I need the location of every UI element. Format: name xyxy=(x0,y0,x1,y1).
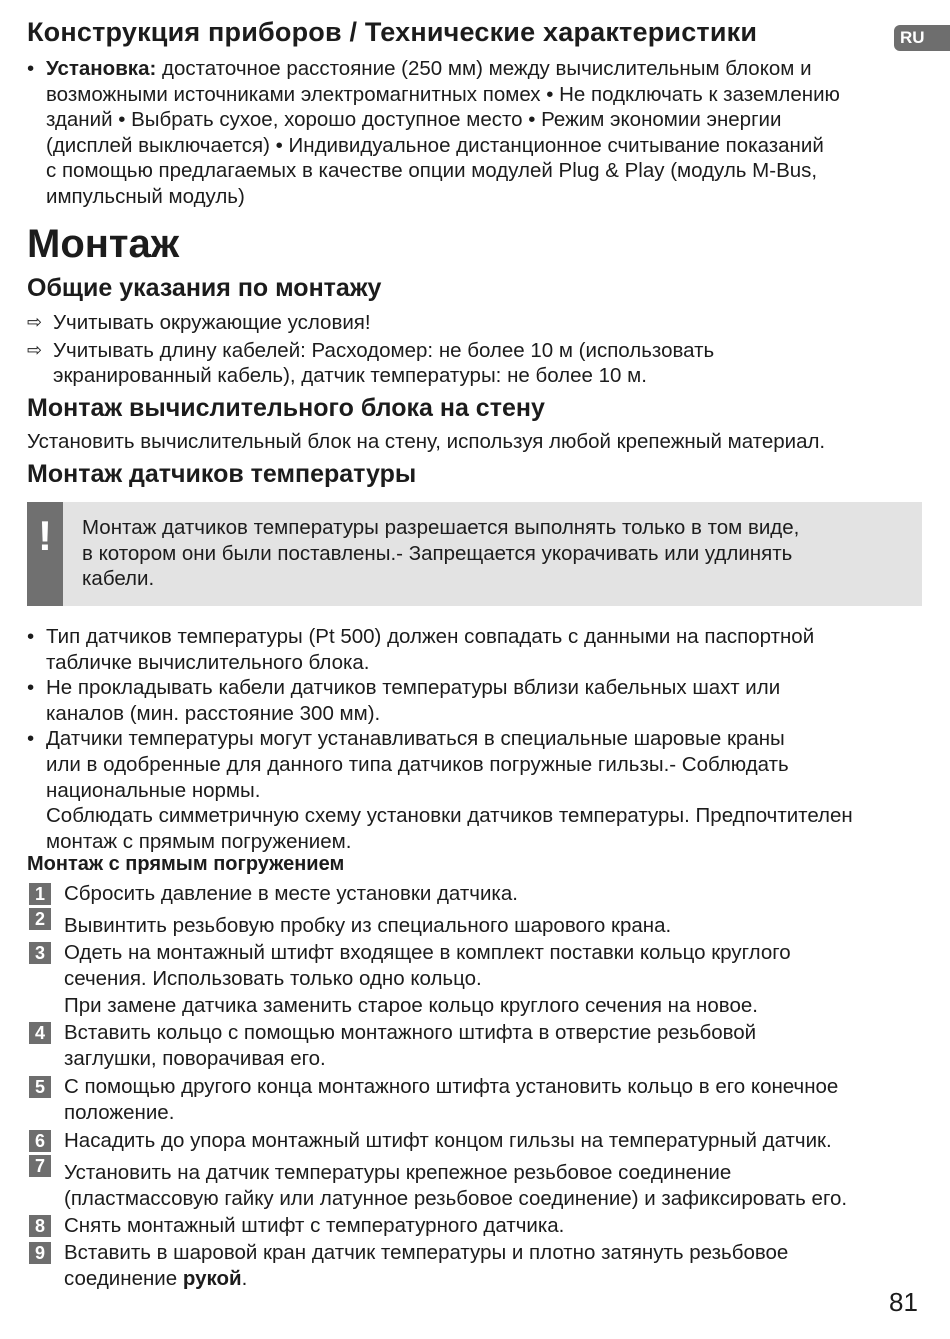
step-number: 7 xyxy=(29,1155,51,1177)
step-number: 6 xyxy=(29,1130,51,1152)
wall-text: Установить вычислительный блок на стену, используя любой крепежный материал. xyxy=(27,430,826,453)
step-item: 5 С помощью другого конца монтажного штифта установить кольцо в его конечное положение. xyxy=(27,1074,924,1125)
warning-text: Монтаж датчиков температуры разрешается выполнять только в том виде, в котором они были поставлены.- Запрещается укорачивать или удлинять кабели. xyxy=(82,516,800,591)
page-title: Конструкция приборов / Технические характеристики xyxy=(27,17,758,47)
section-title: Монтаж xyxy=(27,222,180,266)
installation-line: с помощью предлагаемых в качестве опции модулей Plug & Play (модуль M-Bus, xyxy=(46,159,818,183)
sensors-heading: Монтаж датчиков температуры xyxy=(27,460,417,488)
installation-line: достаточное расстояние (250 мм) между вычислительным блоком и xyxy=(156,57,812,80)
step-number: 4 xyxy=(29,1022,51,1044)
warning-box xyxy=(27,502,922,606)
step-item: 2 Вывинтить резьбовую пробку из специального шарового крана. xyxy=(27,913,924,939)
step-number: 5 xyxy=(29,1076,51,1098)
bullet-dot-icon: • xyxy=(27,57,35,80)
general-heading: Общие указания по монтажу xyxy=(27,274,382,302)
language-badge: RU xyxy=(894,25,950,51)
step-number: 9 xyxy=(29,1242,51,1264)
general-item: ⇨ Учитывать длину кабелей: Расходомер: не более 10 м (использовать экранированный кабель), датчик температуры: не более 10 м. xyxy=(27,338,715,388)
general-item: ⇨ Учитывать окружающие условия! xyxy=(27,311,371,334)
bullet-dot-icon: • xyxy=(27,727,35,751)
list-item: • Не прокладывать кабели датчиков температуры вблизи кабельных шахт или каналов (мин. расстояние 300 мм). xyxy=(27,676,781,725)
step-number: 8 xyxy=(29,1215,51,1237)
step-item: 9 Вставить в шаровой кран датчик температуры и плотно затянуть резьбовое соединение рукой. xyxy=(27,1240,924,1291)
step-item: 8 Снять монтажный штифт с температурного датчика. xyxy=(27,1213,924,1239)
installation-line: импульсный модуль) xyxy=(46,184,245,208)
installation-label: Установка: xyxy=(46,57,157,80)
step9-last-line: соединение рукой. xyxy=(64,1266,248,1290)
arrow-right-icon: ⇨ xyxy=(27,339,43,360)
bullet-dot-icon: • xyxy=(27,625,35,648)
installation-line: (дисплей выключается) • Индивидуальное дистанционное считывание показаний xyxy=(46,133,824,157)
step-item: 6 Насадить до упора монтажный штифт концом гильзы на температурный датчик. xyxy=(27,1128,924,1154)
wall-heading: Монтаж вычислительного блока на стену xyxy=(27,394,545,422)
step-number: 3 xyxy=(29,942,51,964)
bullet-dot-icon: • xyxy=(27,676,35,700)
direct-heading: Монтаж с прямым погружением xyxy=(27,853,345,875)
sensors-bullets xyxy=(27,624,922,854)
list-item: • Датчики температуры могут устанавливаться в специальные шаровые краны или в одобренные для данного типа датчиков погружные гильзы.- Соблюдать национальные нормы. Соблюдать симметричную схему установки датчиков температуры. Предпочтителен монтаж с прямым погружением. xyxy=(27,727,853,853)
step-number: 2 xyxy=(29,908,51,930)
step-item: 1 Сбросить давление в месте установки датчика. xyxy=(27,881,924,907)
installation-bullet xyxy=(27,56,922,210)
installation-line: зданий • Выбрать сухое, хорошо доступное место • Режим экономии энергии xyxy=(46,108,782,132)
step-number: 1 xyxy=(29,883,51,905)
general-list xyxy=(27,310,922,389)
step-item: 3 Одеть на монтажный штифт входящее в комплект поставки кольцо круглого сечения. Использовать только одно кольцо. При замене датчика заменить старое кольцо круглого сечения на новое. xyxy=(27,940,924,1019)
installation-line: возможными источниками электромагнитных помех • Не подключать к заземлению xyxy=(46,82,840,106)
arrow-right-icon: ⇨ xyxy=(27,312,43,332)
step-item: 7 Установить на датчик температуры крепежное резьбовое соединение (пластмассовую гайку или латунное резьбовое соединение) и зафиксировать его. xyxy=(27,1160,924,1211)
warning-icon: ! xyxy=(27,502,63,606)
step-item: 4 Вставить кольцо с помощью монтажного штифта в отверстие резьбовой заглушки, поворачивая его. xyxy=(27,1020,924,1071)
list-item: • Тип датчиков температуры (Pt 500) должен совпадать с данными на паспортной табличке вычислительного блока. xyxy=(27,625,815,674)
installation-paragraph xyxy=(27,56,922,210)
page-number: 81 xyxy=(889,1287,918,1317)
